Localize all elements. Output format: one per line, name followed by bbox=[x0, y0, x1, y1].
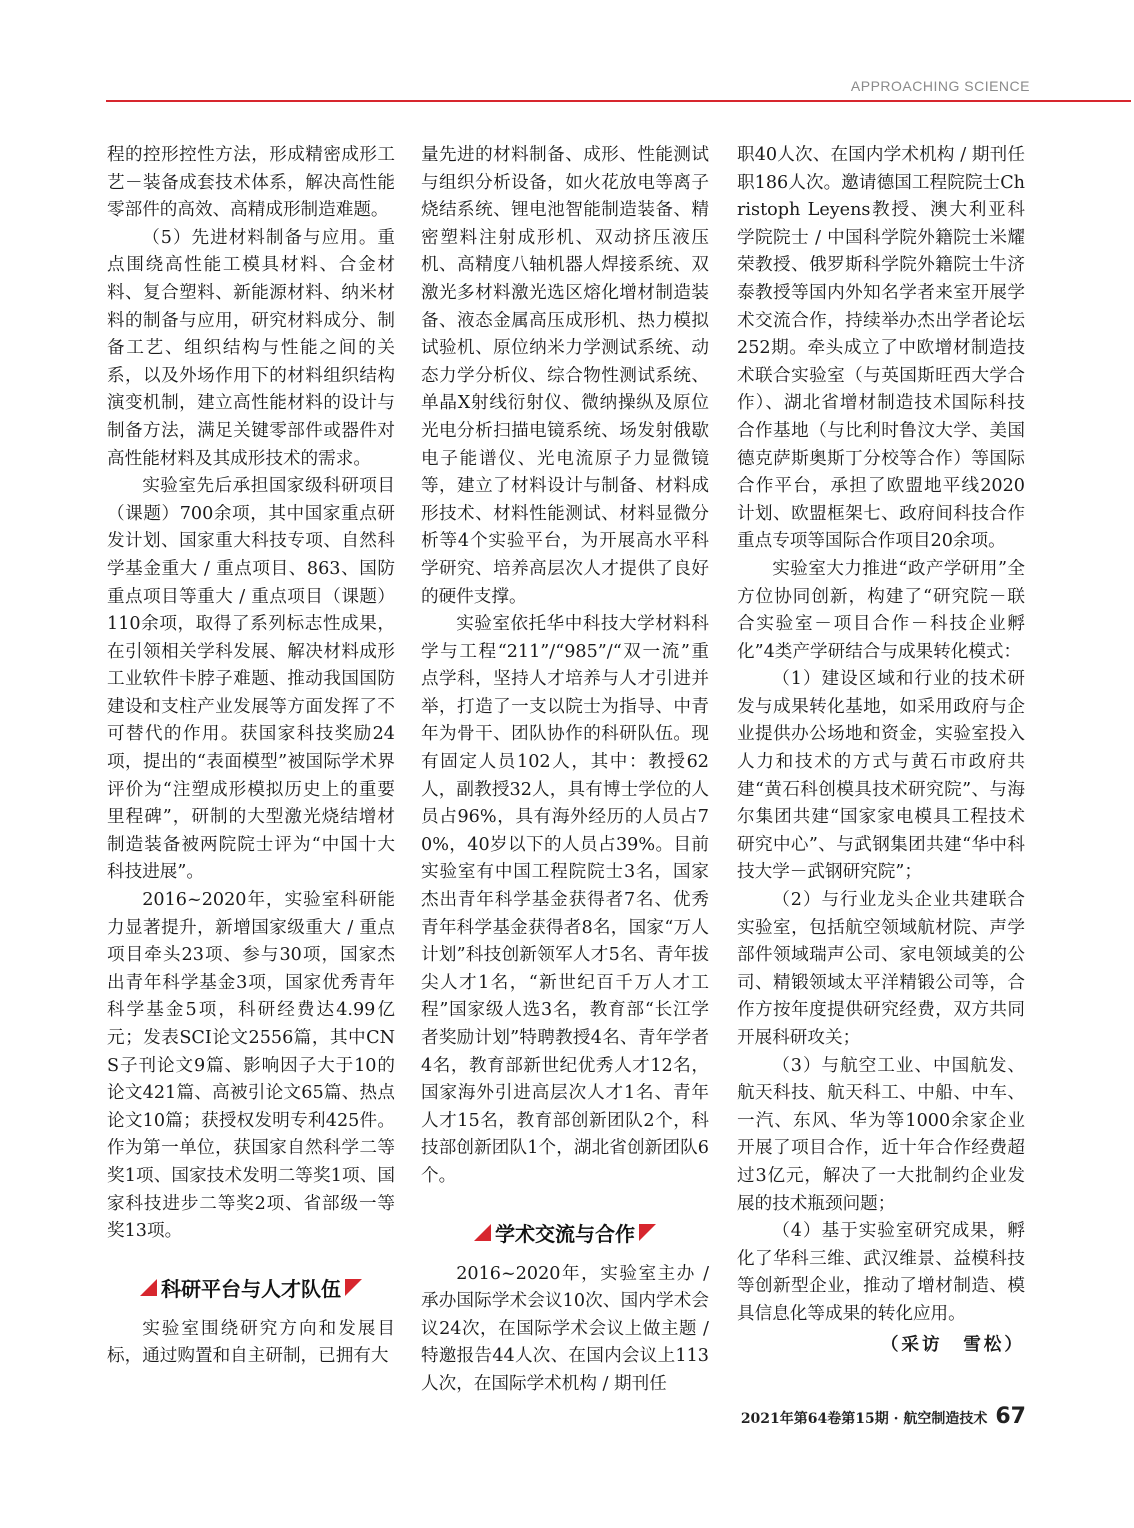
paragraph: （2）与行业龙头企业共建联合实验室，包括航空领域航材院、声学部件领域瑞声公司、家电领域美的公司、精锻领域太平洋精锻公司等，合作方按年度提供研究经费，双方共同开展科研攻关； bbox=[737, 890, 1025, 1048]
paragraph: 程的控形控性方法，形成精密成形工艺－装备成套技术体系，解决高性能零部件的高效、高精成形制造难题。 bbox=[107, 145, 395, 221]
paragraph: 实验室先后承担国家级科研项目（课题）700余项，其中国家重点研发计划、国家重大科技专项、自然科学基金重大 / 重点项目、863、国防重点项目等重大 / 重点项目（课题）110余项，取得了系列标志性成果，在引领相关学科发展、解决材料成形工业软件卡脖子难题、推动我国国防建设和支柱产业发展等方面发挥了不可替代的作用。获国家科技奖励24项，提出的“表面模型”被国际学术界评价为“注塑成形模拟历史上的重要里程碑”，研制的大型激光烧结增材制造装备被两院院士评为“中国十大科技进展”。 bbox=[107, 476, 395, 883]
red-triangle-left-icon bbox=[474, 1224, 491, 1241]
header-divider bbox=[106, 100, 1131, 102]
page-footer bbox=[741, 1404, 1026, 1429]
byline: （采访 雪松） bbox=[880, 1333, 1025, 1355]
paragraph: （4）基于实验室研究成果，孵化了华科三维、武汉维景、益模科技等创新型企业，推动了增材制造、模具信息化等成果的转化应用。 bbox=[737, 1221, 1025, 1324]
page-number: 67 bbox=[995, 1404, 1026, 1429]
paragraph: 2016~2020年，实验室科研能力显著提升，新增国家级重大 / 重点项目牵头23项、参与30项，国家杰出青年科学基金3项，国家优秀青年科学基金5项，科研经费达4.99亿元；发表SCI论文2556篇，其中CNS子刊论文9篇、影响因子大于10的论文421篇、高被引论文65篇、热点论文10篇；获授权发明专利425件。作为第一单位，获国家自然科学二等奖1项、国家技术发明二等奖1项、国家科技进步二等奖2项、省部级一等奖13项。 bbox=[107, 890, 395, 1242]
journal-info: 2021年第64卷第15期 · 航空制造技术 bbox=[740, 1411, 988, 1427]
paragraph: 实验室大力推进“政产学研用”全方位协同创新，构建了“研究院－联合实验室－项目合作－科技企业孵化”4类产学研结合与成果转化模式： bbox=[737, 558, 1025, 662]
section-heading-text: 科研平台与人才队伍 bbox=[161, 1277, 341, 1302]
section-heading-text: 学术交流与合作 bbox=[495, 1222, 635, 1247]
red-triangle-right-icon bbox=[345, 1279, 362, 1296]
paragraph: 实验室围绕研究方向和发展目标，通过购置和自主研制，已拥有大 bbox=[107, 1318, 395, 1367]
paragraph: 职40人次、在国内学术机构 / 期刊任职186人次。邀请德国工程院院士Christoph Leyens教授、澳大利亚科学院院士 / 中国科学院外籍院士米耀荣教授、俄罗斯科学院外籍院士牛济泰教授等国内外知名学者来室开展学术交流合作，持续举办杰出学者论坛252期。牵头成立了中欧增材制造技术联合实验室（与英国斯旺西大学合作）、湖北省增材制造技术国际科技合作基地（与比利时鲁汶大学、美国德克萨斯奥斯丁分校等合作）等国际合作平台，承担了欧盟地平线2020计划、欧盟框架七、政府间科技合作重点专项等国际合作项目20余项。 bbox=[737, 145, 1025, 552]
paragraph: （1）建设区域和行业的技术研发与成果转化基地，如采用政府与企业提供办公场地和资金，实验室投入人力和技术的方式与黄石市政府共建“黄石科创模具技术研究院”、与海尔集团共建“国家家电模具工程技术研究中心”、与武钢集团共建“华中科技大学－武钢研究院”； bbox=[737, 669, 1025, 883]
paragraph: 实验室依托华中科技大学材料科学与工程“211”/“985”/“双一流”重点学科，坚持人才培养与人才引进并举，打造了一支以院士为指导、中青年为骨干、团队协作的科研队伍。现有固定人员102人，其中：教授62人，副教授32人，具有博士学位的人员占96%，具有海外经历的人员占70%，40岁以下的人员占39%。目前实验室有中国工程院院士3名，国家杰出青年科学基金获得者7名、优秀青年科学基金获得者8名，国家“万人计划”科技创新领军人才5名、青年拔尖人才1名，“新世纪百千万人才工程”国家级人选3名，教育部“长江学者奖励计划”特聘教授4名、青年学者4名，教育部新世纪优秀人才12名，国家海外引进高层次人才1名、青年人才15名，教育部创新团队2个，科技部创新团队1个，湖北省创新团队6个。 bbox=[421, 614, 709, 1186]
running-header: APPROACHING SCIENCE bbox=[850, 78, 1030, 94]
column-middle bbox=[421, 142, 709, 1399]
paragraph: 2016~2020年，实验室主办 / 承办国际学术会议10次、国内学术会议24次，在国际学术会议上做主题 / 特邀报告44人次、在国内会议上113人次，在国际学术机构 / 期刊任 bbox=[421, 1263, 709, 1394]
column-left bbox=[107, 142, 395, 1371]
section-heading bbox=[107, 1268, 395, 1308]
red-triangle-right-icon bbox=[639, 1224, 656, 1241]
column-right bbox=[737, 142, 1025, 1358]
red-triangle-left-icon bbox=[140, 1279, 157, 1296]
section-heading bbox=[421, 1213, 709, 1253]
paragraph: （3）与航空工业、中国航发、航天科技、航天科工、中船、中车、一汽、东风、华为等1000余家企业开展了项目合作，近十年合作经费超过3亿元，解决了一大批制约企业发展的技术瓶颈问题； bbox=[737, 1055, 1025, 1214]
paragraph: 量先进的材料制备、成形、性能测试与组织分析设备，如火花放电等离子烧结系统、锂电池智能制造装备、精密塑料注射成形机、双动挤压液压机、高精度八轴机器人焊接系统、双激光多材料激光选区熔化增材制造装备、液态金属高压成形机、热力模拟试验机、原位纳米力学测试系统、动态力学分析仪、综合物性测试系统、单晶X射线衍射仪、微纳操纵及原位光电分析扫描电镜系统、场发射俄歇电子能谱仪、光电流原子力显微镜等，建立了材料设计与制备、材料成形技术、材料性能测试、材料显微分析等4个实验平台，为开展高水平科学研究、培养高层次人才提供了良好的硬件支撑。 bbox=[421, 145, 709, 607]
paragraph: （5）先进材料制备与应用。重点围绕高性能工模具材料、合金材料、复合塑料、新能源材料、纳米材料的制备与应用，研究材料成分、制备工艺、组织结构与性能之间的关系，以及外场作用下的材料组织结构演变机制，建立高性能材料的设计与制备方法，满足关键零部件或器件对高性能材料及其成形技术的需求。 bbox=[107, 227, 395, 469]
